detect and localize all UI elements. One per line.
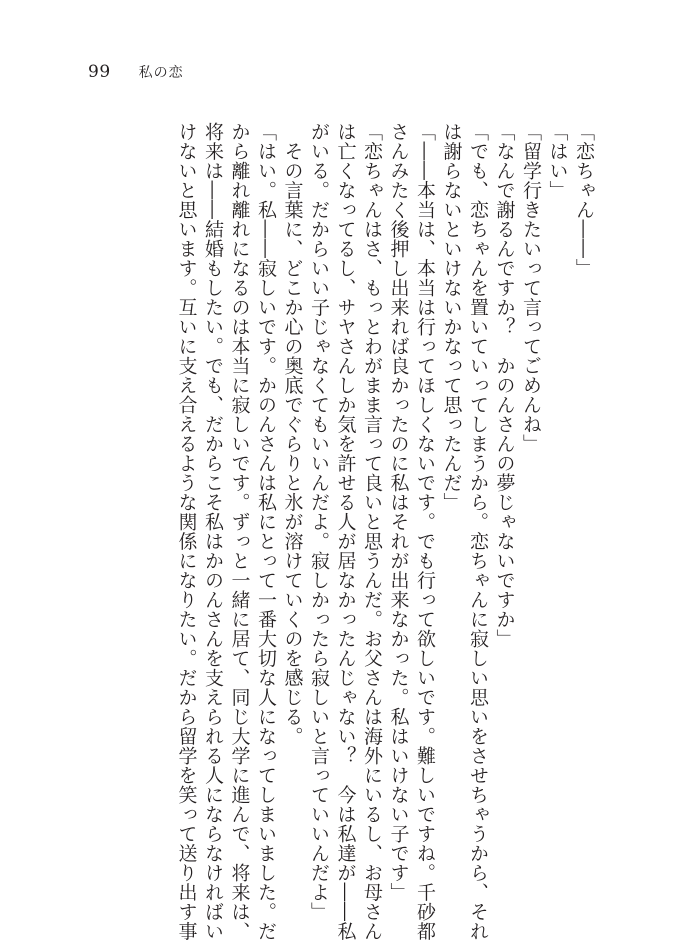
text-line: 「でも、恋ちゃんを置いていってしまうから。恋ちゃんに寂しい思いをさせちゃうから、それ [467,122,489,941]
text-line: がいる。だからいい子じゃなくてもいいんだよ。寂しかったら寂しいと言っていいんだよ」 [308,122,330,922]
page-number: 99 [88,62,111,82]
text-line: 「はい」 [546,122,569,200]
text-line: さんみたく後押し出来れば良かったのに私はそれが出来なかった。私はいけない子です」 [387,122,410,902]
text-line: 「恋ちゃん――」 [573,122,595,278]
text-line: 「――本当は、本当は行ってほしくないです。でも行って欲しいです。難しいですね。千砂都 [414,122,436,941]
text-line: 将来は――結婚もしたい。でも、だからこそ私はかのんさんを支えられる人にならなければい [202,122,224,941]
body-text [173,122,597,941]
text-line: けないと思います。互いに支え合えるような関係になりたい。だから留学を笑って送り出す事 [175,122,198,941]
text-line: 「なんで謝るんですか？ かのんさんの夢じゃないですか」 [493,122,516,649]
text-line: 「恋ちゃんはさ、もっとわがまま言って良いと思うんだ。お父さんは海外にいるし、お母さん [361,122,383,941]
text-line: は謝らないといけないかなって思ったんだ」 [440,122,463,512]
chapter-title: 私の恋 [138,65,184,81]
running-head [88,62,184,82]
text-line: は亡くなってるし、サヤさんしか気を許せる人が居なかったんじゃない？ 今は私達が――私 [334,122,357,941]
text-line: 「留学行きたいって言ってごめんね」 [520,122,542,454]
text-line: 「はい。私――寂しいです。かのんさんは私にとって一番大切な人になってしまいました。だ [255,122,277,941]
text-line: その言葉に、どこか心の奥底でぐらりと氷が溶けていくのを感じる。 [281,122,304,746]
text-line: から離れ離れになるのは本当に寂しいです。ずっと一緒に居て、同じ大学に進んで、将来は、 [228,122,251,941]
